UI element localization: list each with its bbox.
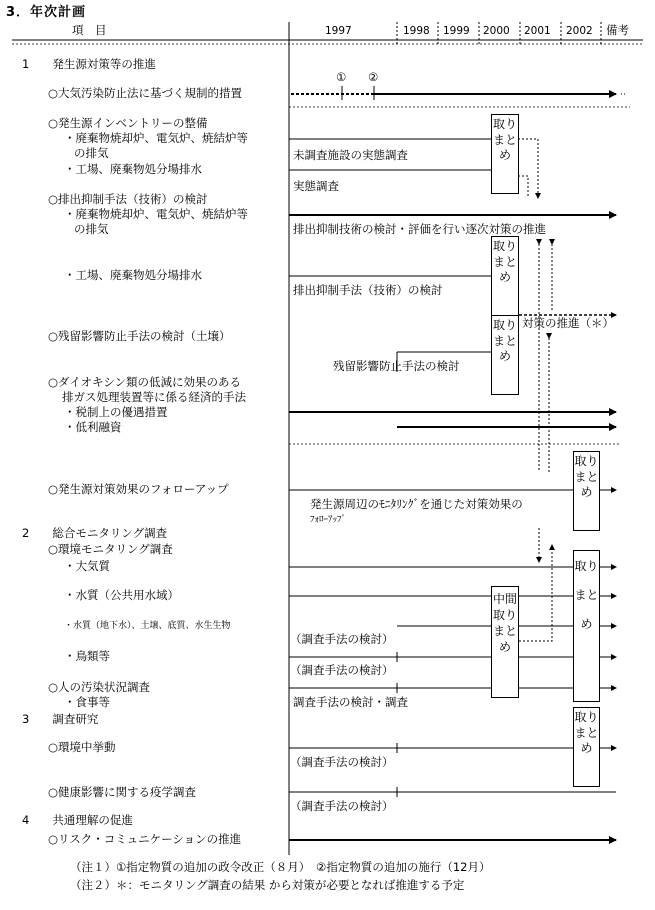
item-emission-exhaust-cont: の排気: [74, 222, 109, 236]
compilation-box-research: 取りまとめ: [573, 707, 600, 787]
compilation-box-monitoring: 取りまとめ: [573, 550, 600, 702]
label-follow-up-monitoring-cont: ﾌｫﾛｰｱｯﾌﾟ: [310, 515, 347, 525]
year-2001: 2001: [524, 25, 551, 37]
page-title: 3．年次計画: [6, 5, 87, 20]
item-air-quality: ・大気質: [64, 559, 110, 573]
compilation-box-emission: 取りまとめ: [491, 236, 519, 316]
label-emission-tech-review: 排出抑制技術の検討・評価を行い逐次対策の推進: [293, 222, 546, 236]
compilation-box-follow-up: 取りまとめ: [573, 451, 600, 531]
label-countermeasure-promotion: 対策の推進（＊）: [522, 316, 614, 330]
year-1997: 1997: [325, 25, 352, 37]
label-method-review-4: （調査手法の検討）: [290, 799, 394, 813]
year-2002: 2002: [566, 25, 593, 37]
remarks-header: 備考: [606, 23, 629, 37]
item-inventory-exhaust: ・廃棄物焼却炉、電気炉、焼結炉等: [64, 131, 248, 145]
item-column-header: 項 目: [72, 23, 107, 37]
item-residual-impact: ○残留影響防止手法の検討（土壌）: [48, 329, 231, 343]
item-env-monitoring: ○環境モニタリング調査: [48, 542, 173, 556]
item-tax-incentives: ・税制上の優遇措置: [64, 405, 168, 419]
item-emission-control: ○排出抑制手法（技術）の検討: [48, 192, 208, 206]
label-method-review-2: （調査手法の検討）: [290, 663, 394, 677]
item-regulatory-measures: ○大気汚染防止法に基づく規制的措置: [48, 86, 243, 100]
note-2: （注２）＊：モニタリング調査の結果 から対策が必要となれば推進する予定: [70, 878, 465, 892]
item-epidemiology: ○健康影響に関する疫学調査: [48, 785, 197, 799]
item-inventory-exhaust-cont: の排気: [74, 146, 109, 160]
section-3-heading: 3 調査研究: [22, 712, 99, 726]
interim-compilation-box: 中間取りまとめ: [491, 586, 519, 698]
item-diet: ・食事等: [64, 695, 110, 709]
item-economic-measures: ○ダイオキシン類の低減に効果のある: [48, 375, 242, 389]
item-risk-communication: ○リスク・コミュニケーションの推進: [48, 832, 242, 846]
label-method-review-survey: 調査手法の検討・調査: [293, 695, 408, 709]
item-human-contamination: ○人の汚染状況調査: [48, 680, 151, 694]
note-1: （注１）①指定物質の追加の政令改正（８月） ②指定物質の追加の施行（12月）: [70, 860, 491, 874]
compilation-box-inventory: 取りまとめ: [491, 114, 519, 194]
label-residual-method-review: 残留影響防止手法の検討: [333, 359, 460, 373]
item-follow-up: ○発生源対策効果のフォローアップ: [48, 482, 229, 496]
item-inventory: ○発生源インベントリーの整備: [48, 116, 208, 130]
marker-1: ①: [336, 70, 347, 84]
item-inventory-wastewater: ・工場、廃棄物処分場排水: [64, 162, 202, 176]
item-emission-wastewater: ・工場、廃棄物処分場排水: [64, 268, 202, 282]
item-emission-exhaust: ・廃棄物焼却炉、電気炉、焼結炉等: [64, 207, 248, 221]
year-1998: 1998: [403, 25, 430, 37]
item-env-behavior: ○環境中挙動: [48, 740, 116, 754]
label-emission-method-review: 排出抑制手法（技術）の検討: [293, 283, 443, 297]
section-2-heading: 2 総合モニタリング調査: [22, 526, 168, 540]
section-1-heading: 1 発生源対策等の推進: [22, 57, 156, 71]
item-birds: ・鳥類等: [64, 649, 110, 663]
label-method-review-1: （調査手法の検討）: [290, 632, 394, 646]
item-economic-measures-cont: 排ガス処理装置等に係る経済的手法: [62, 390, 246, 404]
label-follow-up-monitoring: 発生源周辺のﾓﾆﾀﾘﾝｸﾞを通じた対策効果の: [310, 497, 523, 511]
year-2000: 2000: [483, 25, 510, 37]
year-1999: 1999: [443, 25, 470, 37]
item-low-interest-loans: ・低利融資: [64, 420, 122, 434]
item-groundwater-soil: ・水質（地下水）、土壌、底質、水生生物: [64, 621, 231, 631]
section-4-heading: 4 共通理解の促進: [22, 813, 133, 827]
label-fact-finding: 実態調査: [293, 179, 339, 193]
label-method-review-3: （調査手法の検討）: [290, 755, 394, 769]
item-water-public: ・水質（公共用水域）: [64, 588, 179, 602]
label-unsurveyed-facilities: 未調査施設の実態調査: [293, 148, 408, 162]
marker-2: ②: [368, 70, 379, 84]
compilation-box-residual: 取りまとめ: [491, 315, 519, 395]
